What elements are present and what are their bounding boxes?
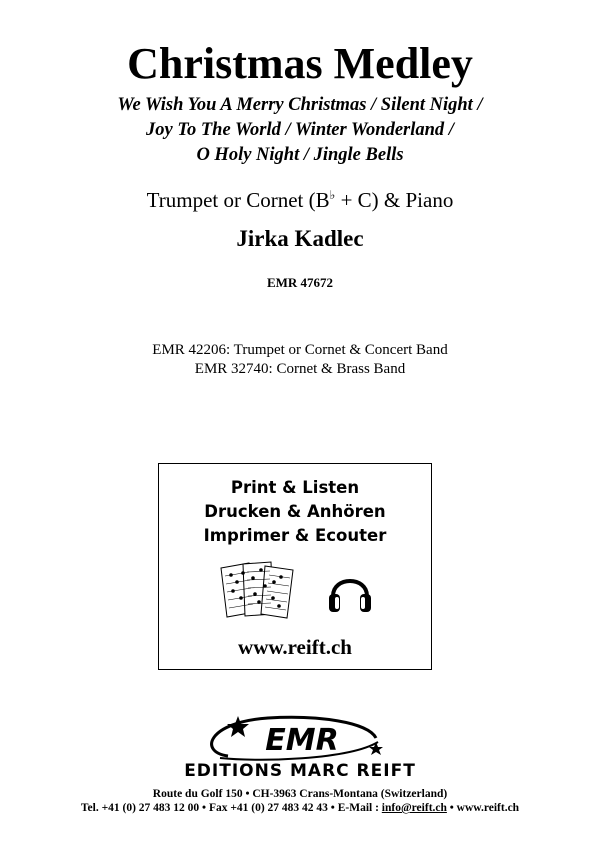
publisher-contact bbox=[0, 801, 600, 816]
contact-website: • www.reift.ch bbox=[446, 802, 520, 814]
website-url: www.reift.ch bbox=[238, 635, 352, 659]
catalog-number: EMR 47672 bbox=[266, 275, 334, 290]
email-link[interactable]: info@reift.ch bbox=[381, 802, 447, 814]
edition-line: EMR 42206: Trumpet or Cornet & Concert Band bbox=[152, 342, 448, 358]
logo-text: EMR bbox=[265, 723, 339, 758]
promo-line-en: Print & Listen bbox=[230, 478, 360, 497]
instrumentation bbox=[0, 181, 600, 214]
subtitle-line: We Wish You A Merry Christmas / Silent Night / bbox=[117, 95, 483, 115]
instrumentation-text: Trumpet or Cornet (B bbox=[146, 188, 330, 212]
promo-box bbox=[158, 463, 432, 670]
promo-line-de: Drucken & Anhören bbox=[204, 502, 386, 521]
edition-line: EMR 32740: Cornet & Brass Band bbox=[194, 361, 406, 377]
sheet-music-icon bbox=[219, 560, 299, 620]
subtitle-line: O Holy Night / Jingle Bells bbox=[196, 145, 404, 165]
publisher-address: Route du Golf 150 • CH-3963 Crans-Montana (Switzerland) bbox=[152, 788, 448, 800]
headphones-icon bbox=[325, 566, 375, 616]
other-editions bbox=[0, 341, 600, 379]
composer: Jirka Kadlec bbox=[236, 226, 364, 251]
promo-line-fr: Imprimer & Ecouter bbox=[203, 526, 387, 545]
subtitle bbox=[0, 93, 600, 168]
contact-phone-fax: Tel. +41 (0) 27 483 12 00 • Fax +41 (0) 27 483 42 43 • E-Mail : bbox=[80, 802, 382, 814]
publisher-name: EDITIONS MARC REIFT bbox=[184, 761, 416, 781]
page-title: Christmas Medley bbox=[127, 39, 473, 88]
flat-sign: ♭ bbox=[329, 188, 336, 202]
emr-logo bbox=[198, 712, 388, 762]
subtitle-line: Joy To The World / Winter Wonderland / bbox=[146, 120, 454, 140]
instrumentation-text-rest: + C) & Piano bbox=[335, 188, 454, 212]
